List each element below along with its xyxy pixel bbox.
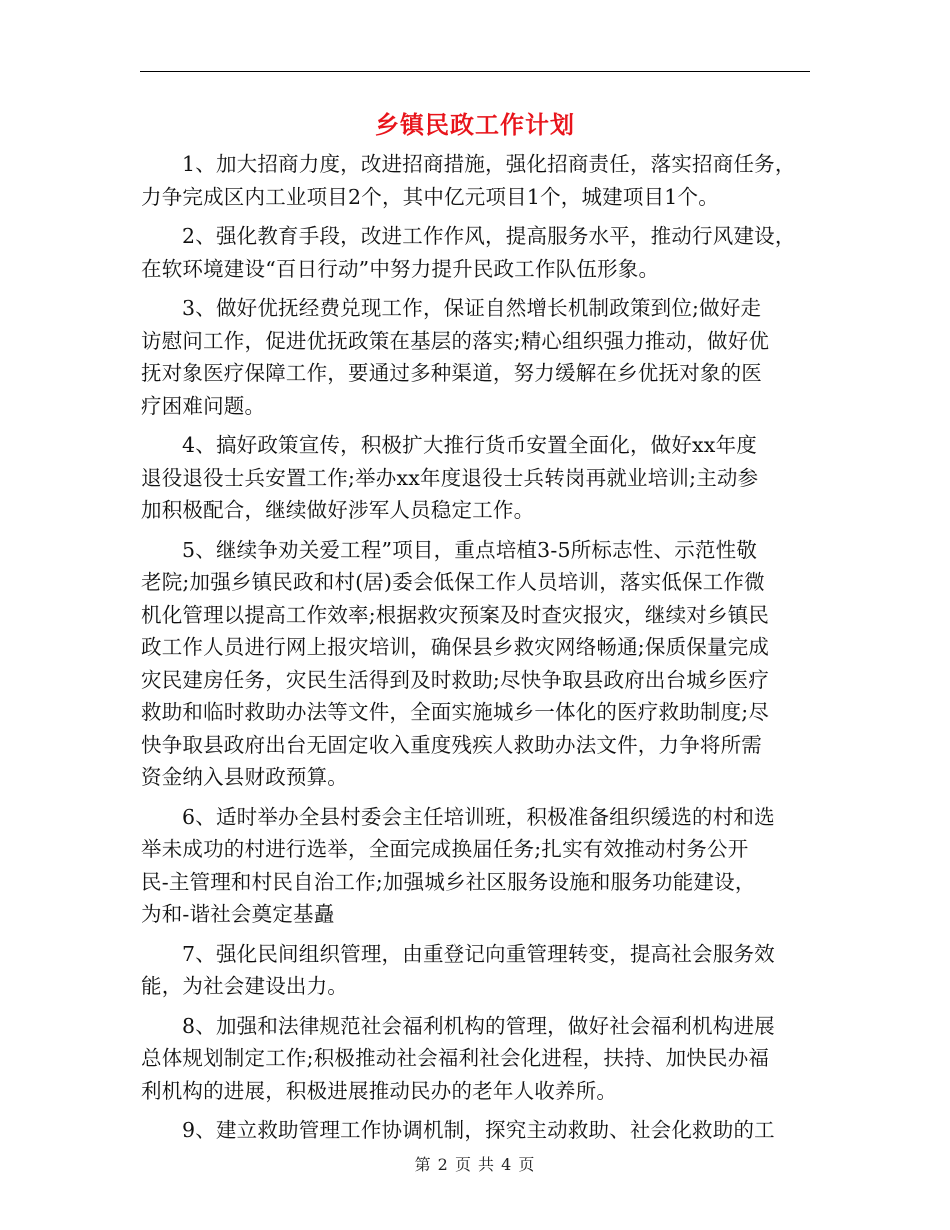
paragraph-2 (141, 220, 813, 285)
paragraph-line: 力争完成区内工业项目2个，其中亿元项目1个，城建项目1个。 (141, 184, 719, 209)
paragraph-line: 疗困难问题。 (141, 393, 266, 418)
paragraph-line: 在软环境建设“百日行动”中努力提升民政工作队伍形象。 (141, 256, 660, 281)
paragraph-9 (141, 1114, 813, 1147)
paragraph-line: 资金纳入县财政预算。 (141, 765, 348, 789)
paragraph-line: 快争取县政府出台无固定收入重度残疾人救助办法文件，力争将所需 (141, 732, 762, 757)
paragraph-line: 利机构的进展，积极进展推动民办的老年人收养所。 (141, 1078, 618, 1103)
header-rule (140, 71, 810, 72)
paragraph-line: 能，为社会建设出力。 (141, 974, 348, 998)
document-body (141, 148, 813, 1154)
paragraph-line: 为和-谐社会奠定基矗 (141, 902, 335, 926)
paragraph-line: 6、适时举办全县村委会主任培训班，积极准备组织缓选的村和选 (182, 804, 775, 829)
paragraph-line: 1、加大招商力度，改进招商措施，强化招商责任，落实招商任务， (182, 152, 796, 176)
paragraph-line: 加积极配合，继续做好涉军人员稳定工作。 (141, 498, 535, 522)
paragraph-line: 退役退役士兵安置工作;举办xx年度退役士兵转岗再就业培训;主动参 (141, 465, 759, 490)
paragraph-line: 3、做好优抚经费兑现工作，保证自然增长机制政策到位;做好走 (182, 296, 762, 320)
paragraph-line: 2、强化教育手段，改进工作作风，提高服务水平，推动行风建设， (182, 224, 796, 248)
paragraph-1 (141, 148, 813, 213)
page-number-footer: 第 2 页 共 4 页 (414, 1155, 536, 1174)
paragraph-line: 4、搞好政策宣传，积极扩大推行货币安置全面化，做好xx年度 (182, 433, 757, 457)
paragraph-4 (141, 429, 813, 527)
paragraph-3 (141, 292, 813, 422)
paragraph-line: 总体规划制定工作;积极推动社会福利社会化进程，扶持、加快民办福 (141, 1046, 770, 1070)
paragraph-line: 抚对象医疗保障工作，要通过多种渠道，努力缓解在乡优抚对象的医 (141, 361, 762, 385)
paragraph-6 (141, 801, 813, 931)
paragraph-line: 灾民建房任务，灾民生活得到及时救助;尽快争取县政府出台城乡医疗 (141, 667, 770, 692)
document-title: 乡镇民政工作计划 (375, 110, 575, 139)
paragraph-line: 7、强化民间组织管理，由重登记向重管理转变，提高社会服务效 (182, 941, 775, 966)
paragraph-8 (141, 1010, 813, 1108)
paragraph-line: 举未成功的村进行选举，全面完成换届任务;扎实有效推动村务公开 (141, 837, 749, 861)
paragraph-line: 政工作人员进行网上报灾培训，确保县乡救灾网络畅通;保质保量完成 (141, 635, 770, 659)
paragraph-line: 机化管理以提高工作效率;根据救灾预案及时查灾报灾，继续对乡镇民 (141, 602, 770, 627)
paragraph-line: 民-主管理和村民自治工作;加强城乡社区服务设施和服务功能建设， (141, 869, 756, 894)
paragraph-line: 5、继续争劝关爱工程”项目，重点培植3-5所标志性、示范性敬 (182, 537, 758, 562)
paragraph-line: 老院;加强乡镇民政和村(居)委会低保工作人员培训，落实低保工作微 (141, 570, 765, 594)
paragraph-5 (141, 534, 813, 794)
paragraph-7 (141, 938, 813, 1003)
paragraph-line: 8、加强和法律规范社会福利机构的管理，做好社会福利机构进展 (182, 1013, 775, 1038)
paragraph-line: 访慰问工作，促进优抚政策在基层的落实;精心组织强力推动，做好优 (141, 328, 770, 353)
paragraph-line: 9、建立救助管理工作协调机制，探究主动救助、社会化救助的工 (182, 1118, 775, 1142)
paragraph-line: 救助和临时救助办法等文件，全面实施城乡一体化的医疗救助制度;尽 (141, 700, 770, 724)
